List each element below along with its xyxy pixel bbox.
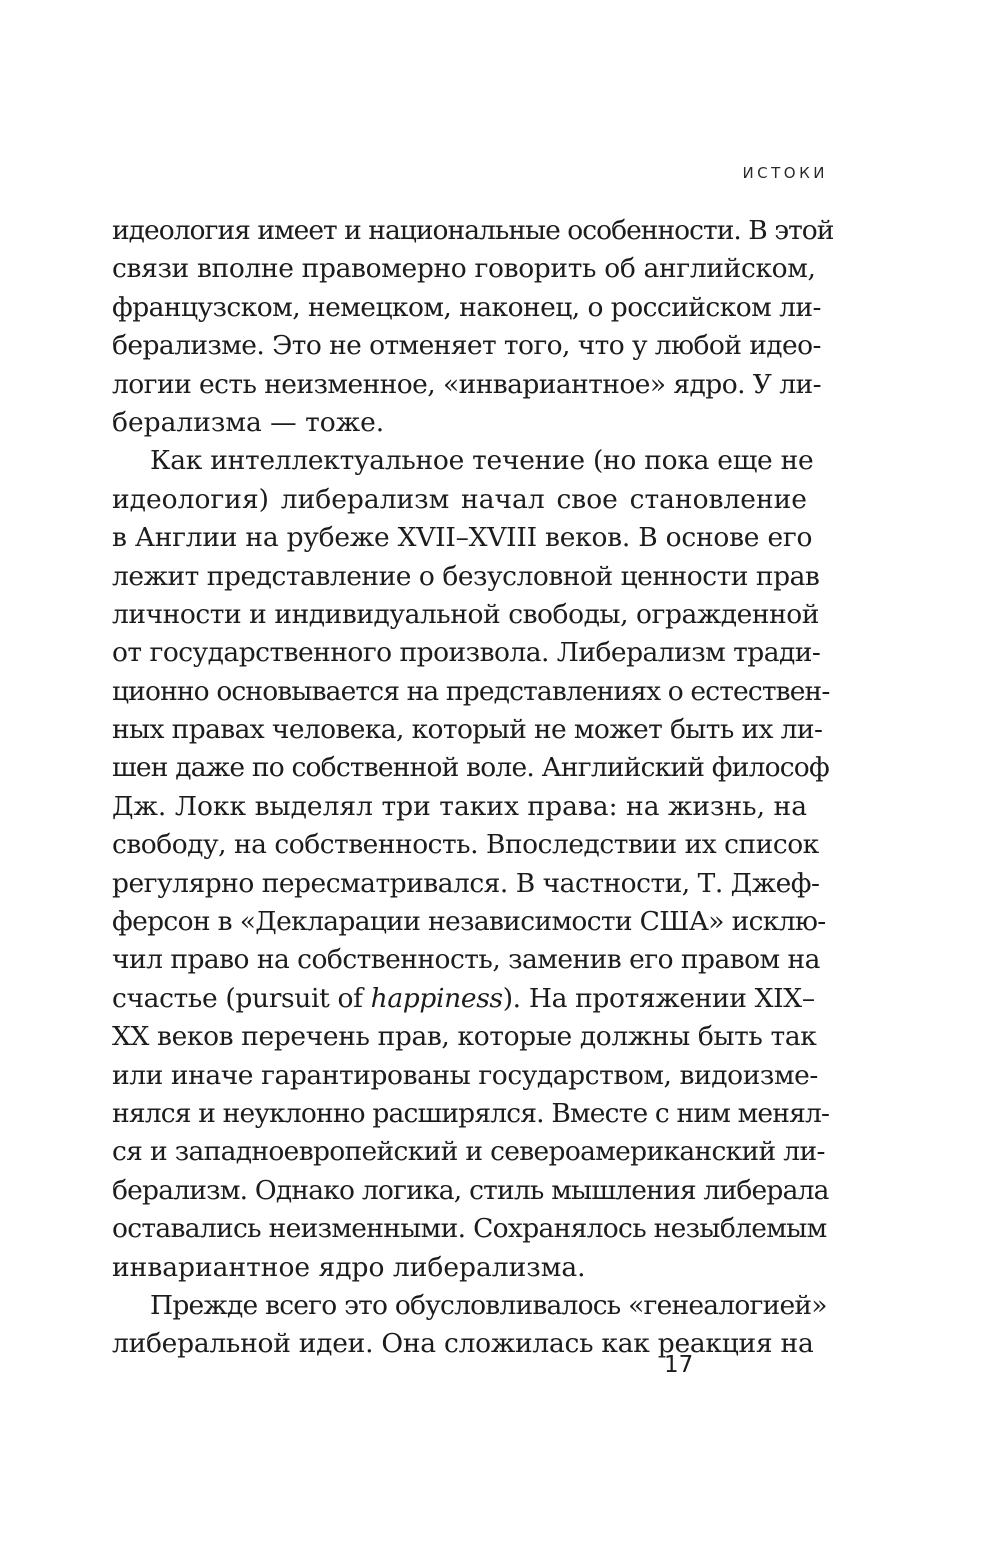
text-line: лежит представление о безусловной ценности прав bbox=[112, 560, 820, 592]
text-line: свободу, на собственность. Впоследствии их список bbox=[112, 829, 819, 861]
text-line: берализма — тоже. bbox=[112, 406, 385, 438]
text-line: чил право на собственность, заменив его правом на bbox=[112, 944, 820, 976]
text-line: Дж. Локк выделял три таких права: на жизнь, на bbox=[112, 790, 807, 822]
text-line: либеральной идеи. Она сложилась как реакция на bbox=[112, 1328, 814, 1360]
text-line: идеология имеет и национальные особенности. В этой bbox=[112, 215, 834, 246]
italic-word: happiness bbox=[370, 982, 503, 1014]
text-line: в Англии на рубеже XVII–XVIII веков. В основе его bbox=[112, 522, 813, 554]
text-line: ферсон в «Декларации независимости США» исклю- bbox=[112, 906, 826, 938]
text-line: XX веков перечень прав, которые должны быть так bbox=[112, 1021, 817, 1053]
running-head: ИСТОКИ bbox=[742, 164, 828, 182]
text-line: ных правах человека, который не может быть их ли- bbox=[112, 714, 823, 746]
text-line: логии есть неизменное, «инвариантное» ядро. У ли- bbox=[112, 368, 821, 400]
text-line: французском, немецком, наконец, о российском ли- bbox=[112, 291, 821, 323]
text-line: нялся и неуклонно расширялся. Вместе с ним менял- bbox=[112, 1097, 830, 1129]
text-line: берализме. Это не отменяет того, что у любой идео- bbox=[112, 330, 821, 362]
text-line: Прежде всего это обусловливалось «генеалогией» bbox=[150, 1289, 827, 1321]
page-number: 17 bbox=[664, 1352, 694, 1378]
text-line: от государственного произвола. Либерализм тради- bbox=[112, 637, 821, 669]
text-line: ся и западноевропейский и североамериканский ли- bbox=[112, 1136, 825, 1168]
text-line: или иначе гарантированы государством, видоизме- bbox=[112, 1059, 818, 1091]
body-text bbox=[112, 212, 834, 1364]
text-line: идеология) либерализм начал свое становление bbox=[112, 483, 807, 515]
text-line: личности и индивидуальной свободы, огражденной bbox=[112, 598, 820, 630]
text-line: шен даже по собственной воле. Английский философ bbox=[112, 752, 829, 784]
text-line: связи вполне правомерно говорить об английском, bbox=[112, 253, 816, 285]
text-line: берализм. Однако логика, стиль мышления либерала bbox=[112, 1174, 829, 1206]
text-line: счастье (pursuit of happiness). На протяжении XIX– bbox=[112, 982, 815, 1014]
text-line: ционно основывается на представлениях о естествен- bbox=[112, 675, 830, 707]
text-line: инвариантное ядро либерализма. bbox=[112, 1251, 586, 1283]
text-line: регулярно пересматривался. В частности, Т. Джеф- bbox=[112, 867, 820, 899]
text-line: оставались неизменными. Сохранялось незыблемым bbox=[112, 1213, 827, 1245]
text-line: Как интеллектуальное течение (но пока еще не bbox=[150, 445, 814, 477]
